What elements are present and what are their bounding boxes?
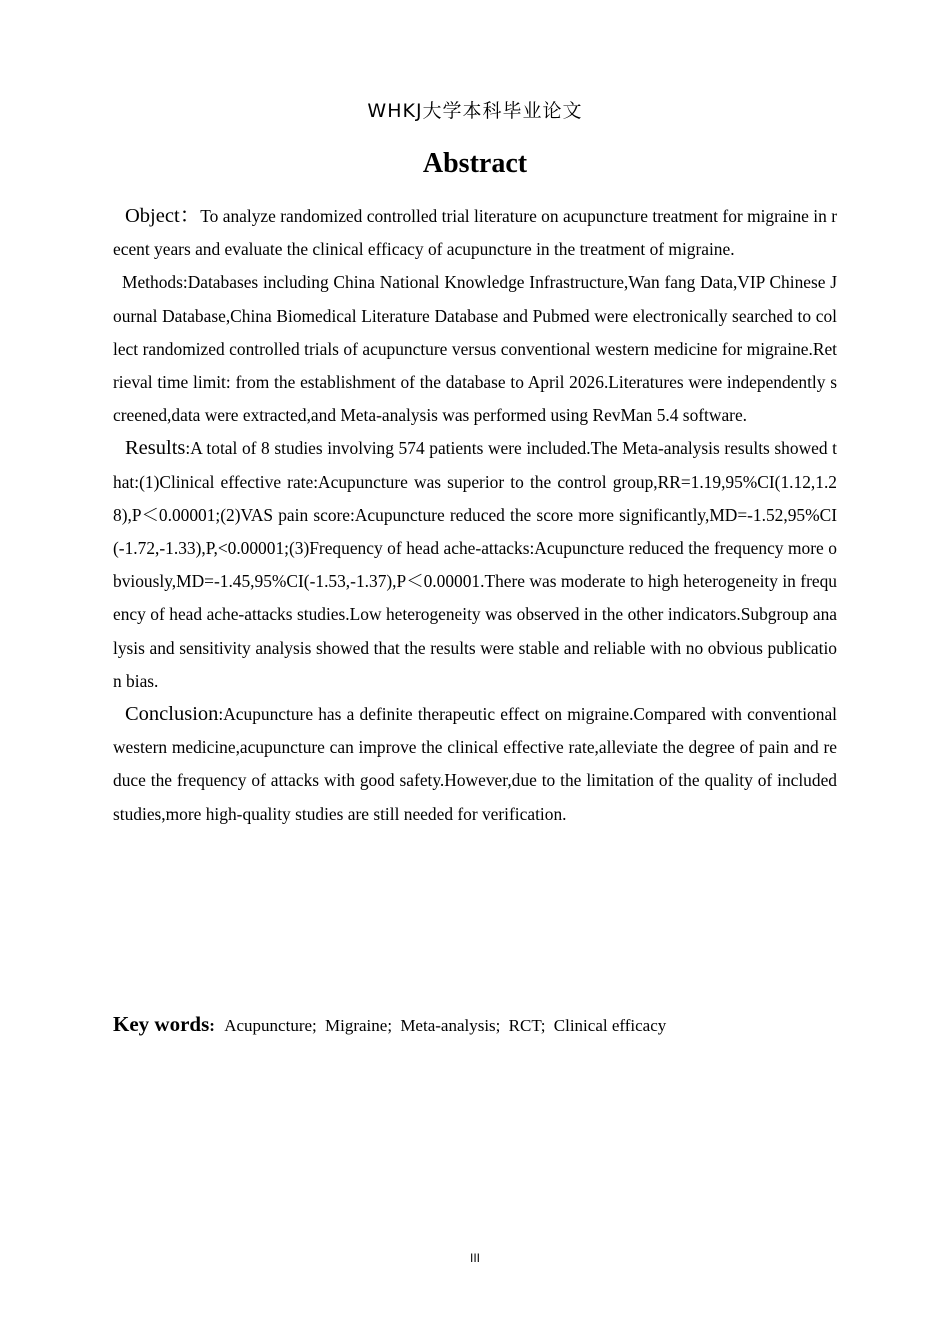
abstract-body (113, 200, 837, 831)
conclusion-text: :Acupuncture has a definite therapeutic effect on migraine.Compared with conventional western medicine,acupuncture can improve the clinical effective rate,alleviate the degree of pain and reduce the frequency of attacks with good safety.However,due to the limitation of the quality of included studies,more high-quality studies are still needed for verification. (113, 704, 837, 824)
conclusion-paragraph (113, 698, 837, 831)
keywords-label: Key words (113, 1012, 210, 1036)
keyword-item: Clinical efficacy (553, 1016, 667, 1035)
keywords-line (113, 1008, 837, 1042)
abstract-heading: Abstract (422, 148, 528, 179)
methods-text: Methods:Databases including China National Knowledge Infrastructure,Wan fang Data,VIP Chinese Journal Database,China Biomedical Literature Database and Pubmed were electronically searched to collect randomized controlled trials of acupuncture versus conventional western medicine for migraine.Retrieval time limit: from the establishment of the database to April 2026.Literatures were independently screened,data were extracted,and Meta-analysis was performed using RevMan 5.4 software. (113, 272, 837, 426)
object-label: Object： (125, 205, 201, 227)
keyword-item: Migraine; (325, 1016, 393, 1035)
object-paragraph (113, 200, 837, 266)
results-label: Results (125, 437, 186, 460)
keyword-item: Meta-analysis; (400, 1016, 501, 1035)
methods-paragraph (113, 266, 837, 432)
page-number: III (469, 1251, 480, 1265)
conclusion-label: Conclusion (125, 703, 219, 726)
keyword-item: RCT; (508, 1016, 546, 1035)
header-title: WHKJ大学本科毕业论文 (367, 100, 583, 122)
results-text: :A total of 8 studies involving 574 patients were included.The Meta-analysis results showed that:(1)Clinical effective rate:Acupuncture was superior to the control group,RR=1.19,95%CI(1.12,1.28),P＜0.00001;(2)VAS pain score:Acupuncture reduced the score more significantly,MD=-1.52,95%CI(-1.72,-1.33),P,<0.00001;(3)Frequency of head ache-attacks:Acupuncture reduced the frequency more obviously,MD=-1.45,95%CI(-1.53,-1.37),P＜0.00001.There was moderate to high heterogeneity in frequency of head ache-attacks studies.Low heterogeneity was observed in the other indicators.Subgroup analysis and sensitivity analysis showed that the results were stable and reliable with no obvious publication bias. (113, 438, 837, 691)
results-paragraph (113, 432, 837, 698)
keyword-item: Acupuncture; (224, 1016, 317, 1035)
keywords-colon: : (209, 1016, 215, 1035)
object-text: To analyze randomized controlled trial literature on acupuncture treatment for migraine in recent years and evaluate the clinical efficacy of acupuncture in the treatment of migraine. (113, 206, 837, 260)
